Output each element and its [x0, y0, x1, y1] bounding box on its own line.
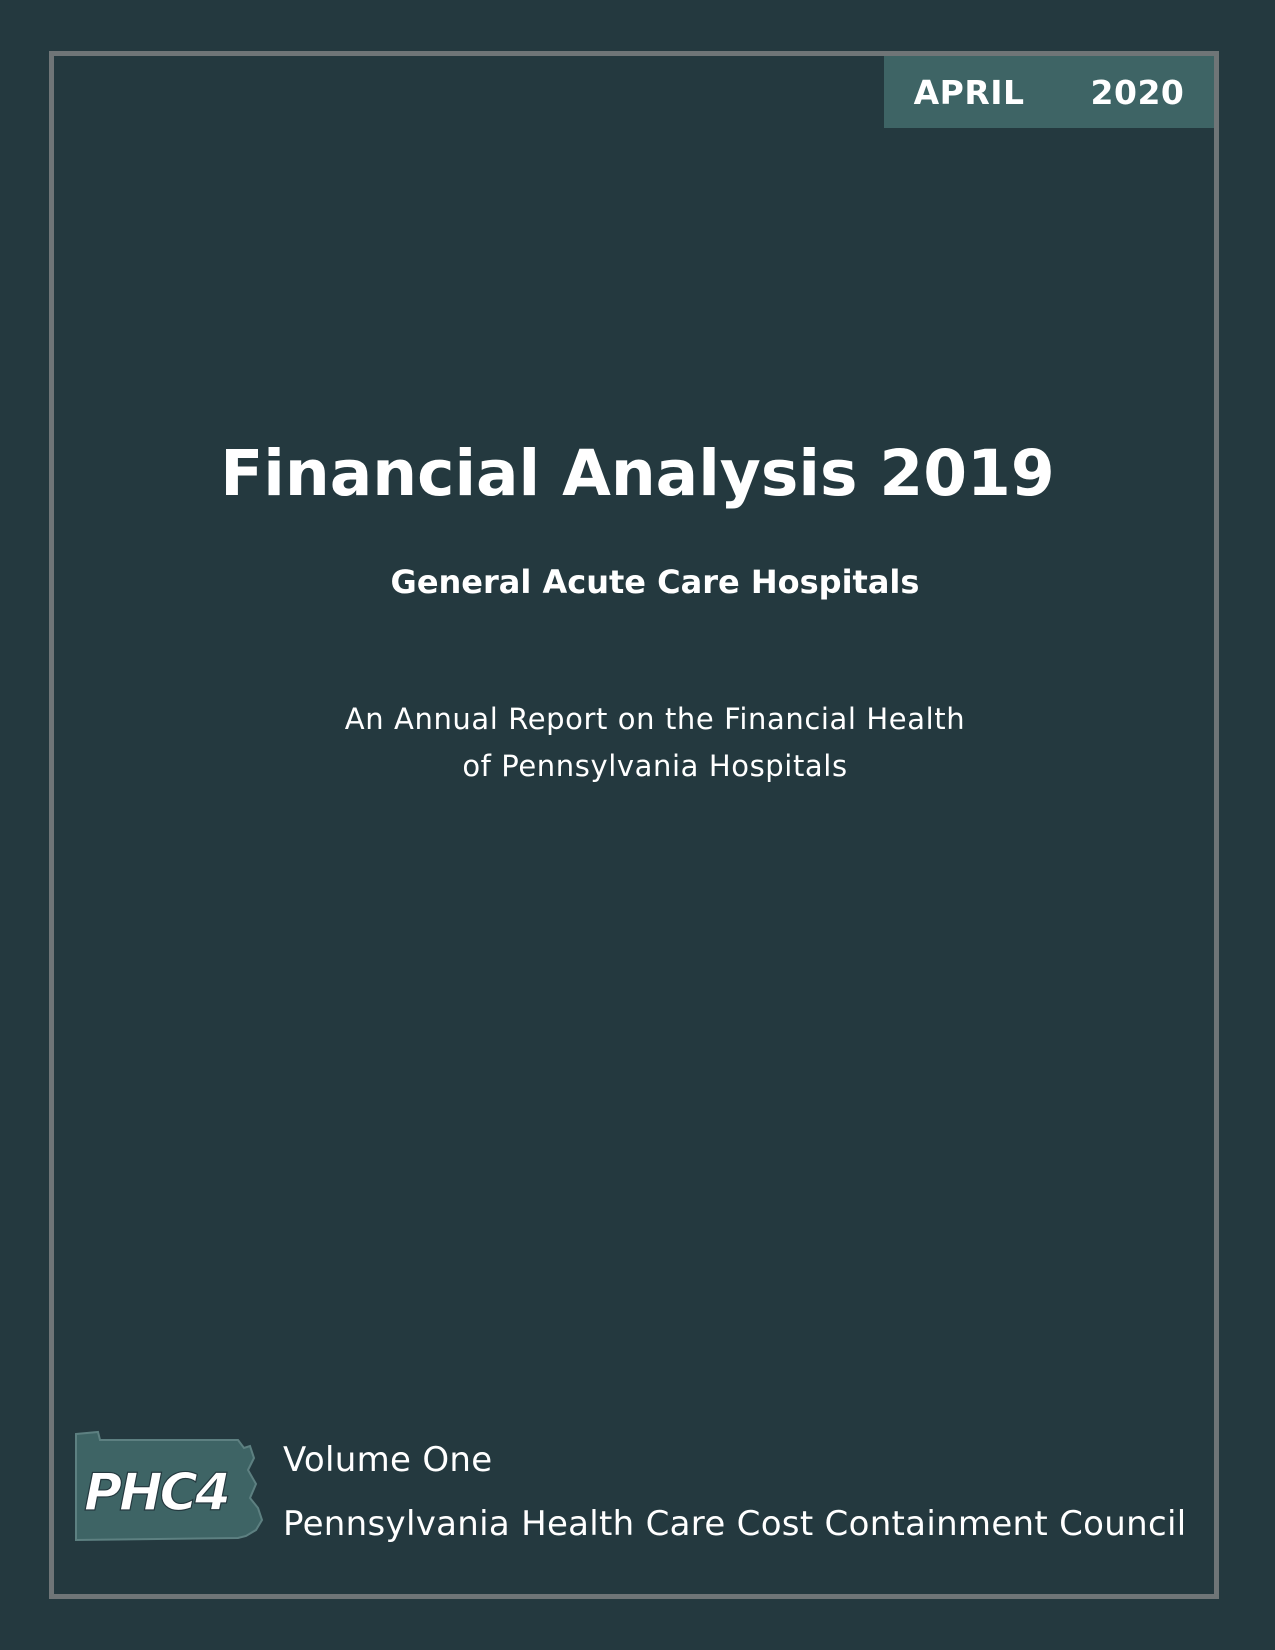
- logo-text: PHC4: [84, 1463, 228, 1523]
- date-month: APRIL: [913, 72, 1025, 112]
- report-title: Financial Analysis 2019: [220, 437, 1055, 510]
- date-spacer: [1025, 73, 1091, 112]
- report-description: [0, 696, 1275, 790]
- cover-border-frame: [49, 51, 1219, 1599]
- organization-name: Pennsylvania Health Care Cost Containment Council: [283, 1504, 1187, 1544]
- date-year: 2020: [1090, 72, 1185, 112]
- publication-date-tab: [884, 56, 1214, 128]
- phc4-logo: [70, 1428, 270, 1548]
- description-line-1: An Annual Report on the Financial Health: [344, 702, 966, 736]
- pennsylvania-state-shape-icon: [70, 1428, 270, 1548]
- description-line-2: of Pennsylvania Hospitals: [462, 749, 848, 783]
- volume-label: Volume One: [283, 1440, 493, 1480]
- report-subtitle: General Acute Care Hospitals: [390, 563, 920, 601]
